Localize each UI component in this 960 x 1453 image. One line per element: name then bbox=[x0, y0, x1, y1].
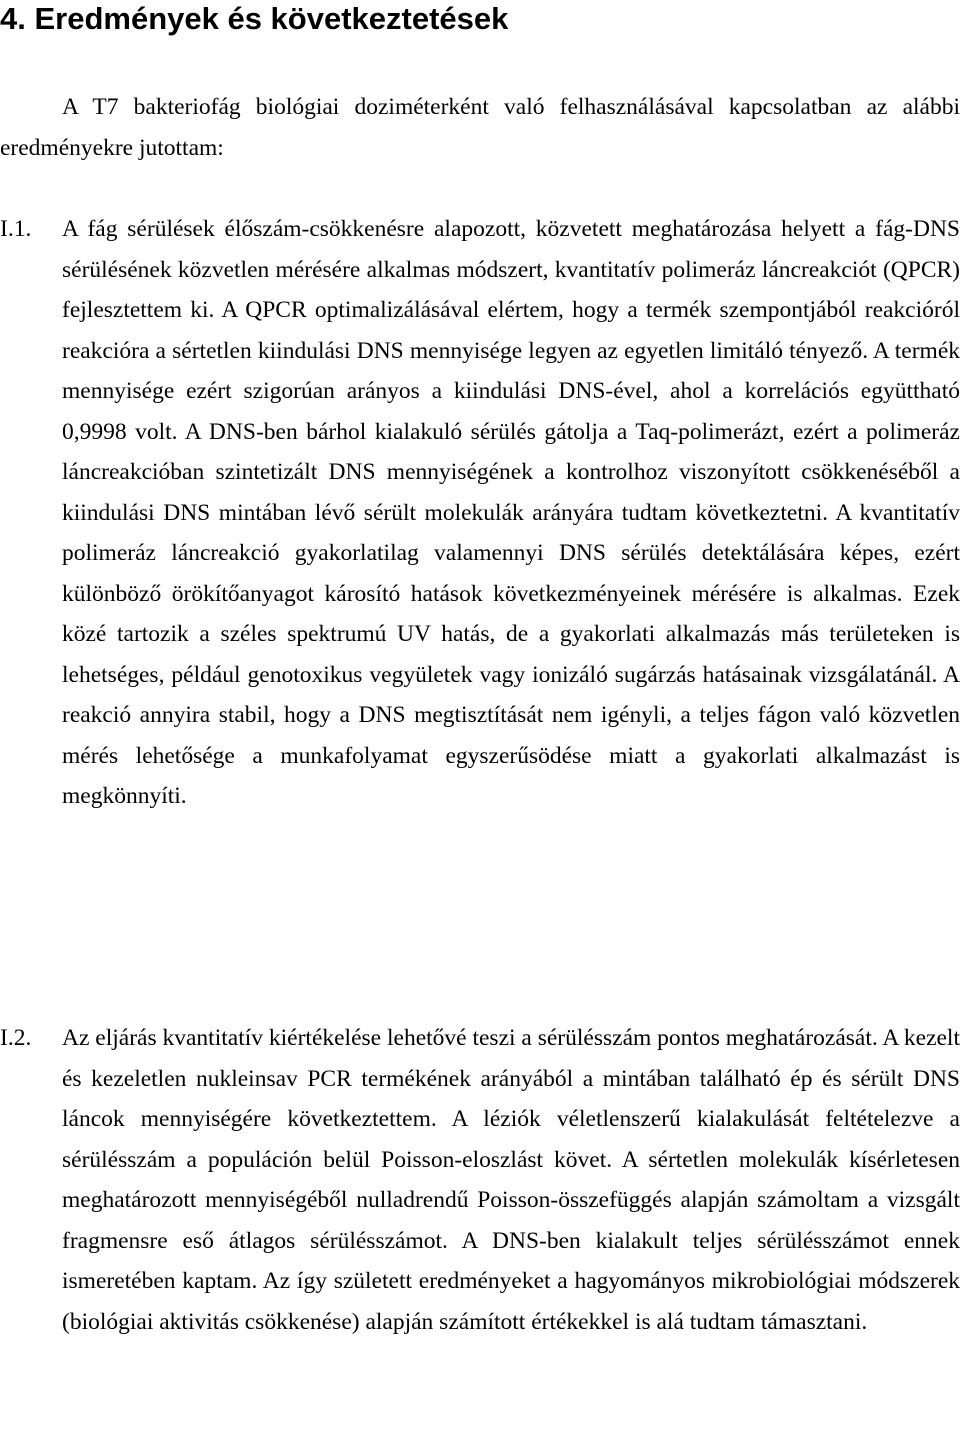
result-number: I.2. bbox=[0, 1025, 32, 1051]
result-number: I.1. bbox=[0, 216, 32, 242]
result-text: A fág sérülések élőszám-csökkenésre alapozott, közvetett meghatározása helyett a fág-DNS sérülésének közvetlen mérésére alkalmas módszert, kvantitatív polimeráz láncreakciót (QPCR) fejlesztettem ki. A QPCR optimalizálásával elértem, hogy a termék szempontjából reakcióról reakcióra a sértetlen kiindulási DNS mennyisége legyen az egyetlen limitáló tényező. A termék mennyisége ezért szigorúan arányos a kiindulási DNS-ével, ahol a korrelációs együttható 0,9998 volt. A DNS-ben bárhol kialakuló sérülés gátolja a Taq-polimerázt, ezért a polimeráz láncreakcióban szintetizált DNS mennyiségének a kontrolhoz viszonyított csökkenéséből a kiindulási DNS mintában lévő sérült molekulák arányára tudtam következtetni. A kvantitatív polimeráz láncreakció gyakorlatilag valamennyi DNS sérülés detektálására képes, ezért különböző örökítőanyagot károsító hatások következményeinek mérésére is alkalmas. Ezek közé tartozik a széles spektrumú UV hatás, de a gyakorlati alkalmazás más területeken is lehetséges, például genotoxikus vegyületek vagy ionizáló sugárzás hatásainak vizsgálatánál. A reakció annyira stabil, hogy a DNS megtisztítását nem igényli, a teljes fágon való közvetlen mérés lehetősége a munkafolyamat egyszerűsödése miatt a gyakorlati alkalmazást is megkönnyíti. bbox=[62, 216, 960, 809]
result-text: Az eljárás kvantitatív kiértékelése lehetővé teszi a sérülésszám pontos meghatározását. A kezelt és kezeletlen nukleinsav PCR termékének arányából a mintában található ép és sérült DNS láncok mennyiségére következtettem. A léziók véletlenszerű kialakulását feltételezve a sérülésszám a populáción belül Poisson-eloszlást követ. A sértetlen molekulák kísérletesen meghatározott mennyiségéből nulladrendű Poisson-összefüggés alapján számoltam a vizsgált fragmensre eső átlagos sérülésszámot. A DNS-ben kialakult teljes sérülésszámot ennek ismeretében kaptam. Az így született eredményeket a hagyományos mikrobiológiai módszerek (biológiai aktivitás csökkenése) alapján számított értékekkel is alá tudtam támasztani. bbox=[62, 1025, 960, 1335]
intro-paragraph: A T7 bakteriofág biológiai doziméterként való felhasználásával kapcsolatban az alábbi eredményekre jutottam: bbox=[0, 94, 960, 161]
section-title: 4. Eredmények és következtetések bbox=[0, 1, 509, 36]
